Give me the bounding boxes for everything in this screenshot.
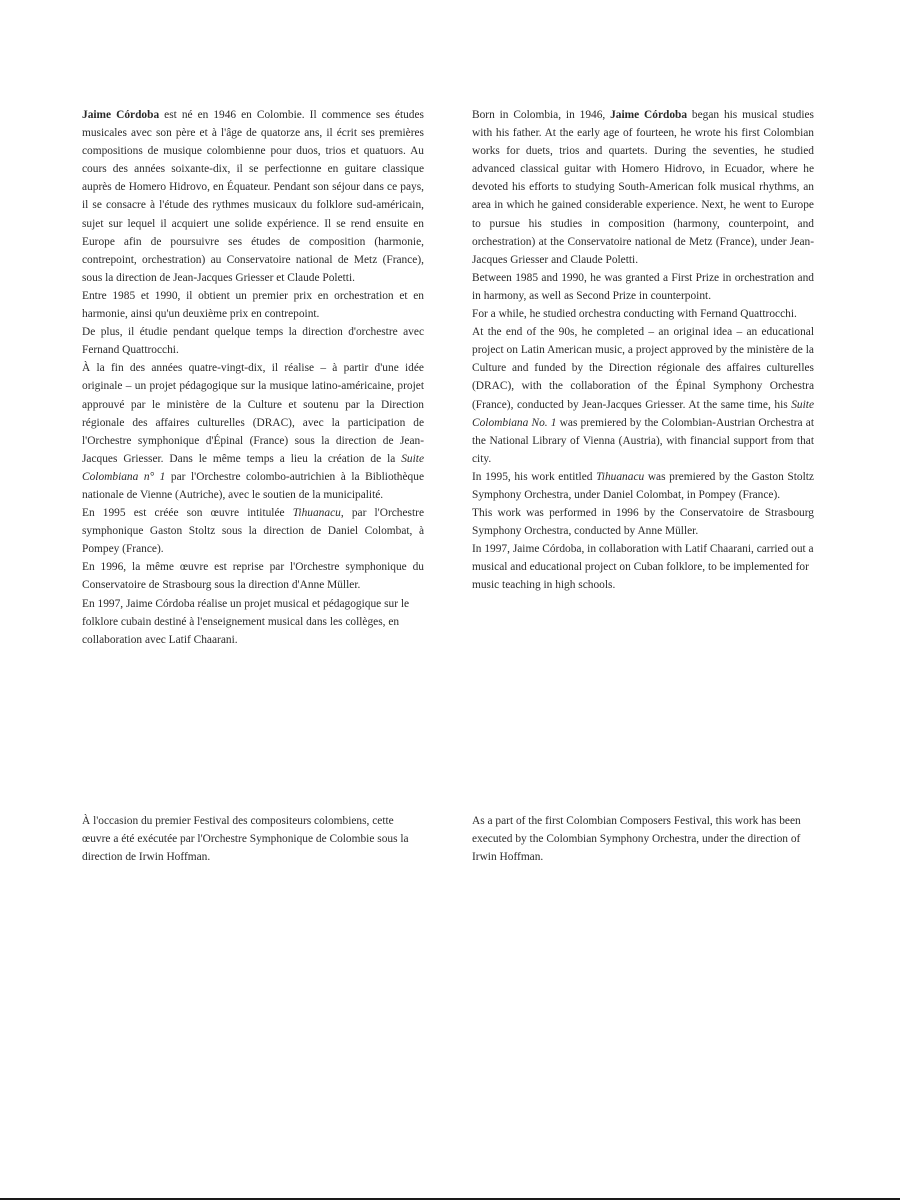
work-title: Tihuanacu — [292, 507, 341, 520]
french-paragraph-5: En 1995 est créée son œuvre intitulée Tihuanacu, par l'Orchestre symphonique Gaston Stoltz sous la direction de Daniel Colombat, à Pompey (France). — [82, 507, 424, 556]
english-biography-column — [472, 106, 814, 595]
english-paragraph-7: In 1997, Jaime Córdoba, in collaboration with Latif Chaarani, carried out a musical and educational project on Cuban folklore, to be implemented for music teaching in high schools. — [472, 543, 814, 592]
work-title: Suite Colombiana n° 1 — [82, 452, 424, 483]
french-paragraph-4: À la fin des années quatre-vingt-dix, il réalise – à partir d'une idée originale – un projet pédagogique sur la musique latino-américaine, projet approuvé par le ministère de la Culture et soutenu par la Direction régionale des affaires culturelles (DRAC), avec la participation de l'Orchestre symphonique d'Épinal (France) sous la direction de Jean-Jacques Griesser. Dans le même temps a lieu la création de la Suite Colombiana n° 1 par l'Orchestre colombo-autrichien à la Bibliothèque nationale de Vienne (Autriche), avec le soutien de la municipalité. — [82, 362, 425, 501]
french-paragraph-1-text: est né en 1946 en Colombie. Il commence ses études musicales avec son père et à l'âge de quatorze ans, il écrit ses premières compositions de musique colombienne pour duos, trios et quatuors. Au cours des années soixante-dix, il se perfectionne en guitare classique auprès de Homero Hidrovo, en Équateur. Pendant son séjour dans ce pays, il se consacre à l'étude des rythmes musicaux du folklore sud-américain, sujet sur lequel il acquiert une solide expérience. Il se rend ensuite en Europe afin de poursuivre ses études de composition (harmonie, contrepoint, orchestration) au Conservatoire national de Metz (France), sous la direction de Jean-Jacques Griesser et Claude Poletti. — [82, 109, 424, 284]
french-paragraph-1 — [82, 106, 424, 287]
french-biography-column — [82, 106, 424, 649]
english-performance-note: As a part of the first Colombian Composers Festival, this work has been executed by the Colombian Symphony Orchestra, under the direction of Irwin Hoffman. — [472, 815, 801, 864]
composer-name: Jaime Córdoba — [82, 109, 160, 121]
french-paragraph-2: Entre 1985 et 1990, il obtient un premier prix en orchestration et en harmonie, ainsi qu'un deuxième prix en contrepoint. — [82, 289, 424, 321]
english-paragraph-5: In 1995, his work entitled Tihuanacu was premiered by the Gaston Stoltz Symphony Orchestra, under Daniel Colombat, in Pompey (France). — [472, 470, 814, 501]
english-paragraph-3: For a while, he studied orchestra conducting with Fernand Quattrocchi. — [472, 308, 797, 321]
work-title: Suite Colombiana No. 1 — [472, 398, 814, 429]
french-performance-note: À l'occasion du premier Festival des compositeurs colombiens, cette œuvre a été exécutée par l'Orchestre Symphonique de Colombie sous la direction de Irwin Hoffman. — [82, 815, 409, 864]
english-paragraph-1: Born in Colombia, in 1946, Jaime Córdoba began his musical studies with his father. At the early age of fourteen, he wrote his first Colombian works for duets, trios and quartets. During the seventies, he studied advanced classical guitar with Homero Hidrovo, in Ecuador, where he devoted his efforts to studying South-American folk musical rhythms, an area in which he gained considerable experience. Next, he went to Europe to pursue his studies in composition (harmony, counterpoint, and orchestration) at the Conservatoire national de Metz (France), under Jean-Jacques Griesser and Claude Poletti. — [472, 109, 814, 266]
english-paragraph-2: Between 1985 and 1990, he was granted a First Prize in orchestration and in harmony, as well as Second Prize in counterpoint. — [472, 271, 814, 302]
english-paragraph-6: This work was performed in 1996 by the Conservatoire de Strasbourg Symphony Orchestra, conducted by Anne Müller. — [472, 507, 814, 538]
french-paragraph-6: En 1996, la même œuvre est reprise par l'Orchestre symphonique du Conservatoire de Strasbourg sous la direction d'Anne Müller. — [82, 561, 424, 592]
composer-name: Jaime Córdoba — [610, 109, 688, 121]
french-paragraph-3: De plus, il étudie pendant quelque temps la direction d'orchestre avec Fernand Quattrocchi. — [82, 326, 424, 357]
french-paragraph-7: En 1997, Jaime Córdoba réalise un projet musical et pédagogique sur le folklore cubain destiné à l'enseignement musical dans les collèges, en collaboration avec Latif Chaarani. — [82, 597, 410, 646]
english-paragraph-4: At the end of the 90s, he completed – an original idea – an educational project on Latin American music, a project approved by the ministère de la Culture and funded by the Direction régionale des affaires culturelles (DRAC), with the collaboration of the Épinal Symphony Orchestra (France), conducted by Jean-Jacques Griesser. At the same time, his Suite Colombiana No. 1 was premiered by the Colombian-Austrian Orchestra at the National Library of Vienna (Austria), with financial support from that city. — [472, 326, 814, 465]
work-title: Tihuanacu — [596, 470, 645, 483]
